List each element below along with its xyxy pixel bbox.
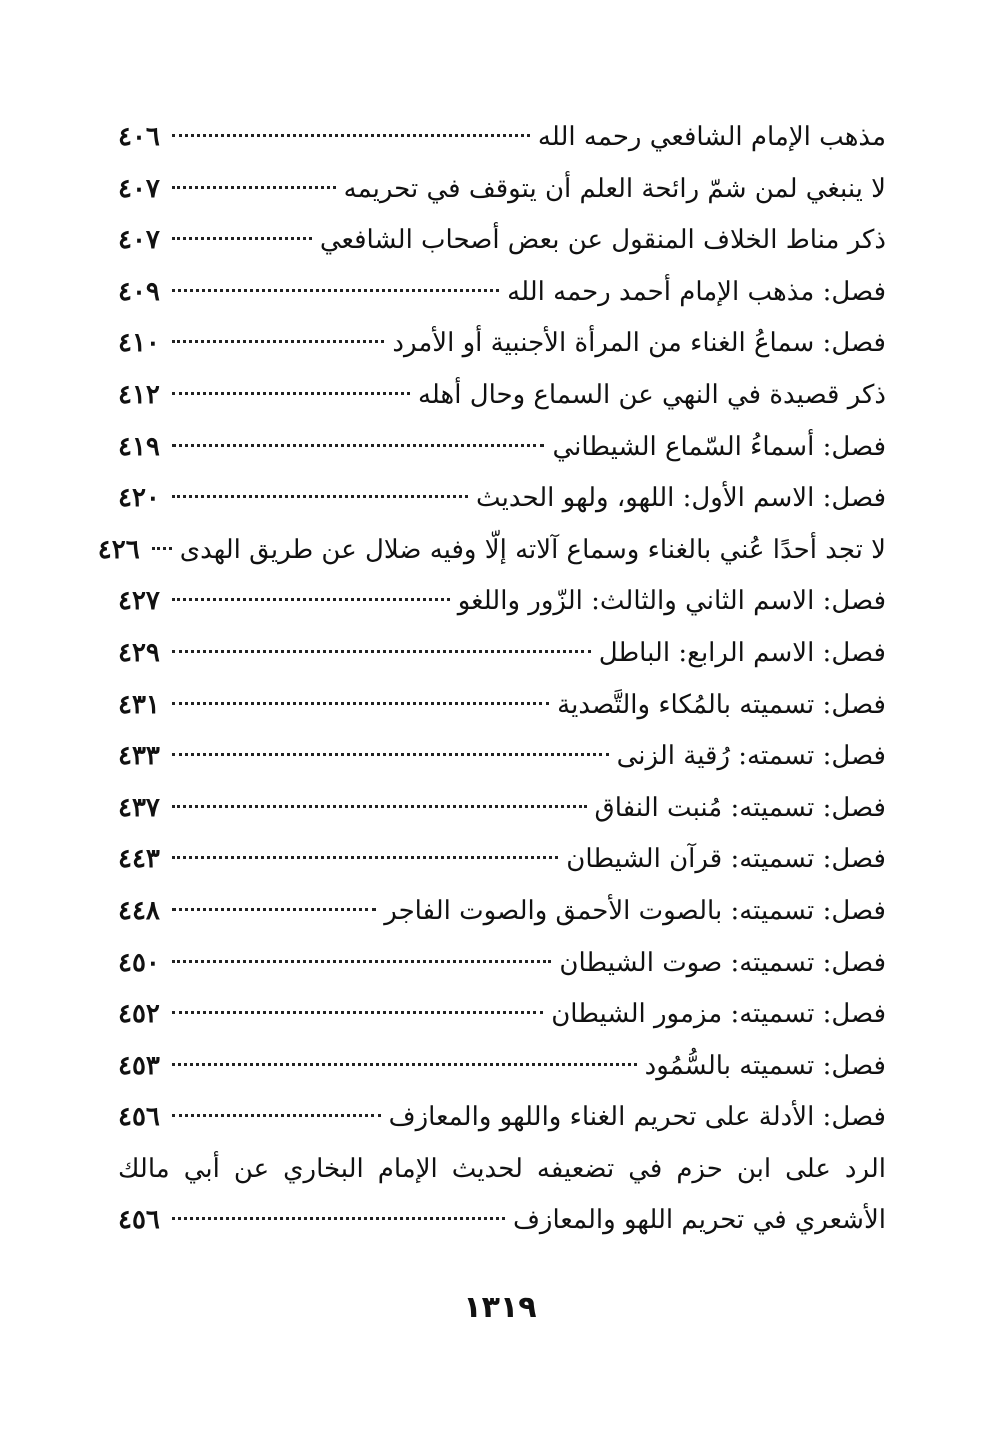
toc-entry (118, 473, 886, 525)
toc-entry-page: ٤٠٩ (118, 276, 160, 307)
toc-entry-title: فصل: تسميته بالسُّمُود (644, 1050, 886, 1081)
toc-entry (118, 834, 886, 886)
toc-entry-page: ٤٣١ (118, 689, 160, 720)
toc-entry-title: لا ينبغي لمن شمّ رائحة العلم أن يتوقف في تحريمه (343, 173, 886, 204)
table-of-contents (97, 112, 886, 1247)
toc-entry-title: فصل: تسمته: رُقية الزنى (616, 741, 886, 772)
dot-leader (172, 650, 591, 653)
toc-entry-title: فصل: الأدلة على تحريم الغناء واللهو والمعازف (388, 1102, 886, 1133)
toc-entry (118, 318, 886, 370)
dot-leader (172, 237, 312, 240)
toc-entry-title: فصل: مذهب الإمام أحمد رحمه الله (507, 276, 886, 307)
toc-entry-page: ٤٠٧ (118, 173, 160, 204)
toc-entry-title: فصل: تسميته: مزمور الشيطان (551, 999, 886, 1030)
dot-leader (172, 1114, 381, 1117)
toc-entry (118, 370, 886, 422)
dot-leader (172, 495, 468, 498)
toc-entry-page: ٤٤٣ (118, 844, 160, 875)
toc-entry-page: ٤١٩ (118, 431, 160, 462)
dot-leader (172, 186, 336, 189)
toc-entry-title-line1: الرد على ابن حزم في تضعيفه لحديث الإمام البخاري عن أبي مالك (118, 1153, 886, 1184)
toc-entry (118, 989, 886, 1041)
dot-leader (172, 289, 499, 292)
toc-entry (118, 628, 886, 680)
dot-leader (172, 908, 376, 911)
toc-entry-page: ٤٢٦ (97, 534, 140, 565)
toc-entry-page: ٤٥٠ (118, 947, 160, 978)
toc-entry (118, 422, 886, 474)
toc-entry (118, 783, 886, 835)
dot-leader (172, 134, 530, 137)
toc-entry (118, 731, 886, 783)
toc-entry-title: فصل: الاسم الثاني والثالث: الزّور واللغو (457, 586, 886, 617)
toc-entry (118, 886, 886, 938)
toc-entry-page: ٤٥٦ (118, 1102, 160, 1133)
toc-entry (97, 525, 886, 577)
toc-entry (118, 112, 886, 164)
dot-leader (172, 1217, 505, 1220)
dot-leader (172, 598, 450, 601)
dot-leader (172, 702, 549, 705)
toc-entry (118, 1041, 886, 1093)
toc-entry-page: ٤٥٦ (118, 1205, 160, 1236)
toc-entry-title: فصل: تسميته بالمُكاء والتَّصدية (557, 689, 886, 720)
toc-entry-page: ٤٢٠ (118, 483, 160, 514)
dot-leader (172, 1011, 543, 1014)
toc-entry (118, 267, 886, 319)
toc-entry-page: ٤٤٨ (118, 895, 160, 926)
toc-entry-page: ٤٣٧ (118, 792, 160, 823)
toc-entry-page: ٤٠٧ (118, 225, 160, 256)
toc-entry (118, 164, 886, 216)
toc-entry-title: فصل: تسميته: قرآن الشيطان (566, 844, 886, 875)
toc-entry-title: فصل: الاسم الأول: اللهو، ولهو الحديث (476, 483, 886, 514)
toc-entry-title: ذكر مناط الخلاف المنقول عن بعض أصحاب الشافعي (319, 225, 886, 256)
toc-entry-page: ٤٣٣ (118, 741, 160, 772)
toc-entry-page: ٤٠٦ (118, 122, 160, 152)
dot-leader (152, 547, 172, 550)
dot-leader (172, 1063, 637, 1066)
toc-entry-title: فصل: أسماءُ السّماع الشيطاني (552, 431, 886, 462)
toc-entry (118, 1092, 886, 1144)
toc-entry-page: ٤١٠ (118, 328, 160, 359)
toc-entry-page: ٤٢٩ (118, 637, 160, 668)
toc-entry-title: ذكر قصيدة في النهي عن السماع وحال أهله (417, 379, 886, 410)
toc-entry (118, 680, 886, 732)
toc-entry (118, 576, 886, 628)
toc-entry-page: ٤٢٧ (118, 586, 160, 617)
toc-entry-page: ٤٥٣ (118, 1050, 160, 1081)
toc-entry-title: فصل: تسميته: صوت الشيطان (559, 947, 886, 978)
dot-leader (172, 392, 410, 395)
toc-entry-title: فصل: تسميته: مُنبت النفاق (594, 792, 886, 823)
toc-entry-page: ٤٥٢ (118, 999, 160, 1030)
toc-entry-title: فصل: سماعُ الغناء من المرأة الأجنبية أو الأمرد (392, 328, 886, 359)
toc-entry-title: مذهب الإمام الشافعي رحمه الله (537, 122, 886, 152)
dot-leader (172, 856, 558, 859)
toc-entry (118, 938, 886, 990)
dot-leader (172, 805, 587, 808)
toc-entry-page: ٤١٢ (118, 379, 160, 410)
toc-entry-line2 (118, 1195, 886, 1247)
page-number: ١٣١٩ (463, 1290, 537, 1325)
dot-leader (172, 340, 384, 343)
dot-leader (172, 444, 544, 447)
dot-leader (172, 960, 551, 963)
toc-entry-title: لا تجد أحدًا عُني بالغناء وسماع آلاته إلّا وفيه ضلال عن طريق الهدى (179, 534, 886, 565)
toc-entry-title: فصل: تسميته: بالصوت الأحمق والصوت الفاجر (384, 895, 886, 926)
toc-entry-title-line2: الأشعري في تحريم اللهو والمعازف (512, 1205, 886, 1236)
toc-entry (118, 215, 886, 267)
toc-entry-multiline (118, 1144, 886, 1247)
dot-leader (172, 753, 609, 756)
toc-entry-title: فصل: الاسم الرابع: الباطل (598, 637, 886, 668)
